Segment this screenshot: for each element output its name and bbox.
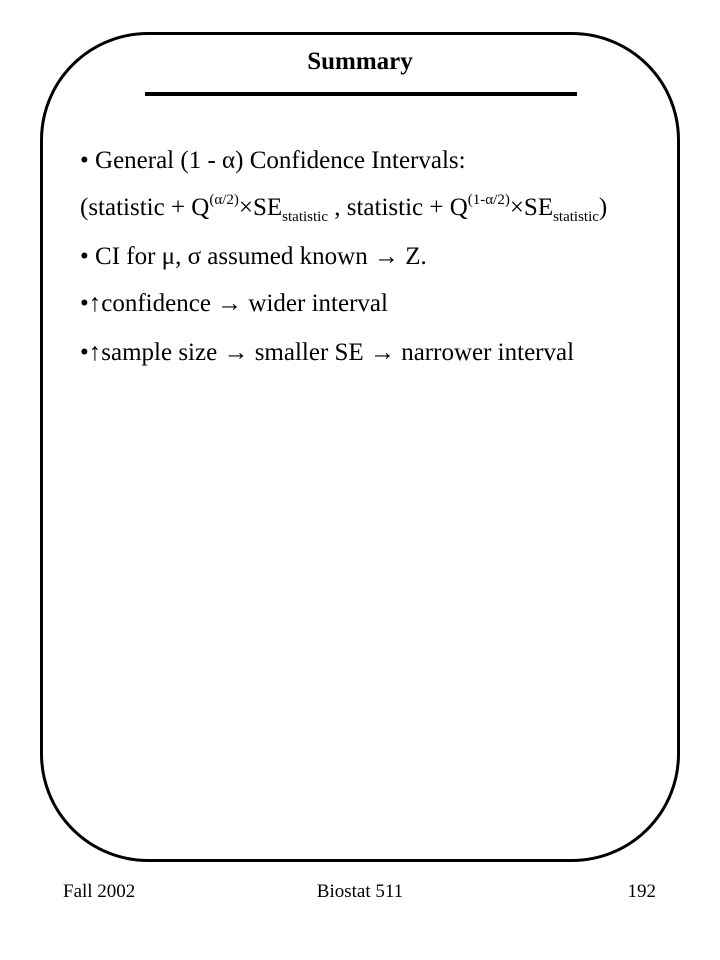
- bullet-ci-mu: [80, 241, 427, 273]
- formula-superscript-upper: (1-α/2): [467, 192, 510, 208]
- formula-close: ): [598, 194, 608, 221]
- ci-formula: [80, 192, 607, 224]
- formula-superscript-lower: (α/2): [209, 192, 239, 208]
- footer-term: Fall 2002: [63, 881, 136, 902]
- footer-page-number: 192: [627, 881, 656, 902]
- confidence-text: confidence → wider interval: [101, 290, 388, 317]
- formula-times-se-lower: ×SE: [238, 194, 283, 221]
- bullet-confidence: [80, 288, 388, 320]
- bullet-dot: •: [80, 339, 89, 366]
- bullet-general-ci: [80, 145, 466, 177]
- formula-middle: , statistic + Q: [328, 194, 468, 221]
- bullet-sample-size: [80, 337, 574, 369]
- bullet-dot: •: [80, 290, 89, 317]
- formula-open: (statistic + Q: [80, 194, 210, 221]
- ci-mu-text: CI for μ, σ assumed known → Z.: [95, 243, 427, 270]
- bullet-dot: •: [80, 243, 89, 270]
- formula-times-se-upper: ×SE: [509, 194, 554, 221]
- slide-title: Summary: [307, 48, 413, 75]
- up-arrow-icon: ↑: [88, 290, 102, 317]
- bullet-dot: •: [80, 147, 89, 174]
- sample-size-text: sample size → smaller SE → narrower interval: [101, 339, 575, 366]
- formula-subscript-lower: statistic: [282, 209, 328, 225]
- formula-subscript-upper: statistic: [553, 209, 599, 225]
- title-underline: [145, 92, 577, 96]
- footer-course: Biostat 511: [316, 881, 404, 902]
- general-ci-text: General (1 - α) Confidence Intervals:: [95, 147, 466, 174]
- up-arrow-icon: ↑: [88, 339, 102, 366]
